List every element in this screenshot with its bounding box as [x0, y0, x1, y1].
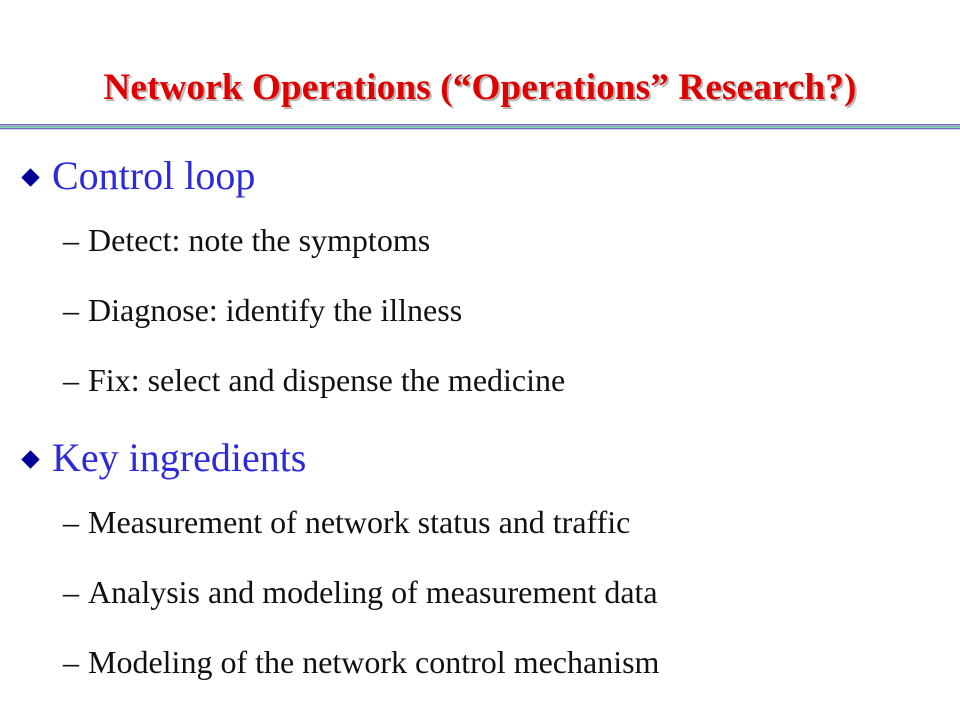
sub-item-text: Fix: select and dispense the medicine	[88, 362, 566, 398]
dash-marker: –	[63, 504, 79, 540]
sub-item	[63, 574, 658, 611]
sub-item-text: Analysis and modeling of measurement data	[88, 574, 658, 610]
sub-item-text: Diagnose: identify the illness	[88, 292, 463, 328]
sub-item-text: Detect: note the symptoms	[88, 222, 431, 258]
dash-marker: –	[63, 292, 79, 328]
sub-item	[63, 222, 430, 259]
dash-marker: –	[63, 644, 79, 680]
dash-marker: –	[63, 362, 79, 398]
sub-item	[63, 504, 630, 541]
slide-title: Network Operations (“Operations” Research?)	[103, 67, 857, 108]
diamond-icon	[21, 450, 39, 468]
diamond-icon	[21, 168, 39, 186]
sub-item	[63, 644, 659, 681]
bullet-key-ingredients	[20, 434, 306, 481]
dash-marker: –	[63, 574, 79, 610]
sub-item-text: Measurement of network status and traffic	[88, 504, 631, 540]
bullet-text: Key ingredients	[52, 435, 307, 480]
bullet-control-loop	[20, 152, 255, 199]
sub-item-text: Modeling of the network control mechanism	[88, 644, 660, 680]
sub-item	[63, 362, 565, 399]
dash-marker: –	[63, 222, 79, 258]
title-divider	[0, 124, 960, 132]
bullet-text: Control loop	[52, 153, 256, 198]
sub-item	[63, 292, 462, 329]
